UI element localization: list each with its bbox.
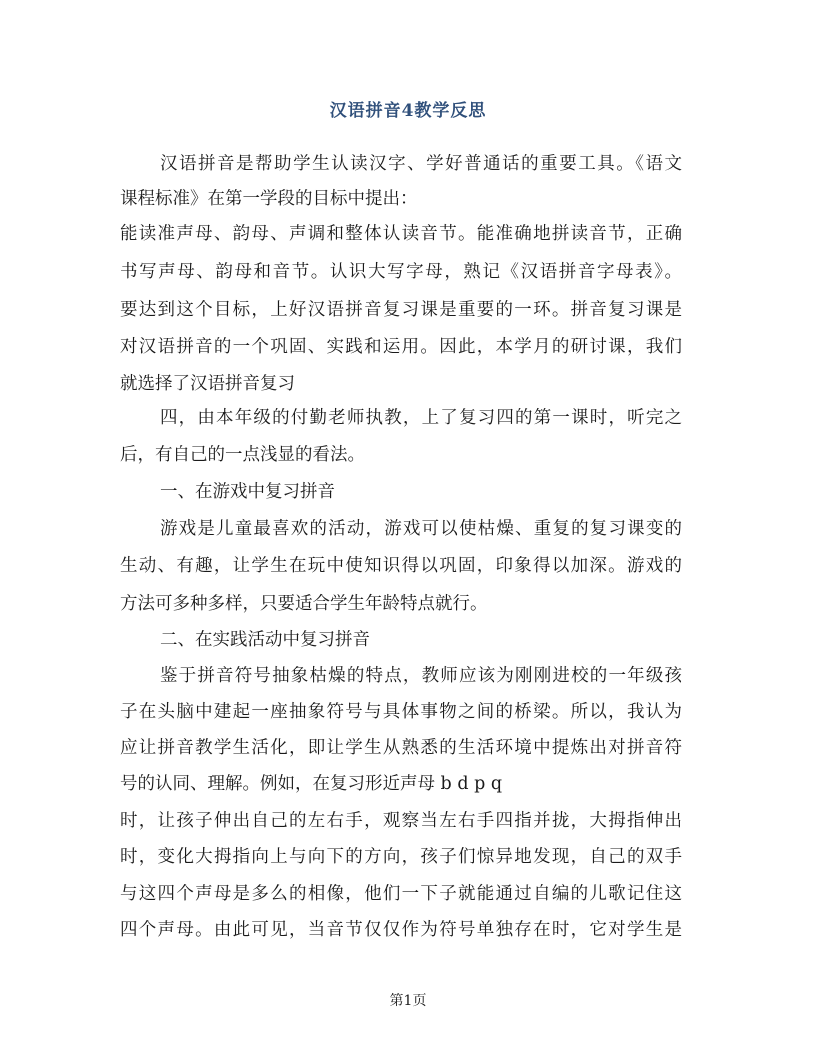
body-line: 要达到这个目标，上好汉语拼音复习课是重要的一环。拼音复习课是 xyxy=(120,300,682,320)
body-line: 与这四个声母是多么的相像，他们一下子就能通过自编的儿歌记住这 xyxy=(120,884,682,904)
section-heading: 二、在实践活动中复习拼音 xyxy=(160,630,370,650)
body-line: 后，有自己的一点浅显的看法。 xyxy=(120,445,365,465)
body-line: 四个声母。由此可见，当音节仅仅作为符号单独存在时，它对学生是 xyxy=(120,920,682,940)
body-line: 四，由本年级的付勤老师执教，上了复习四的第一课时，听完之 xyxy=(160,408,682,428)
body-line: 时，变化大拇指向上与向下的方向，孩子们惊异地发现，自己的双手 xyxy=(120,847,682,867)
section-heading: 一、在游戏中复习拼音 xyxy=(160,482,335,502)
body-line: 子在头脑中建起一座抽象符号与具体事物之间的桥梁。所以，我认为 xyxy=(120,702,682,722)
document-title: 汉语拼音4教学反思 xyxy=(329,101,487,121)
body-line: 鉴于拼音符号抽象枯燥的特点，教师应该为刚刚进校的一年级孩 xyxy=(160,666,682,686)
body-line: 生动、有趣，让学生在玩中使知识得以巩固，印象得以加深。游戏的 xyxy=(120,556,682,576)
body-line: 就选择了汉语拼音复习 xyxy=(120,374,295,394)
body-line: 汉语拼音是帮助学生认读汉字、学好普通话的重要工具。《语文 xyxy=(160,154,682,174)
body-line: 能读准声母、韵母、声调和整体认读音节。能准确地拼读音节，正确 xyxy=(120,224,682,244)
body-line: 对汉语拼音的一个巩固、实践和运用。因此，本学月的研讨课，我们 xyxy=(120,337,682,357)
body-line: 号的认同、理解。例如，在复习形近声母 b d p q xyxy=(120,774,503,794)
body-line: 书写声母、韵母和音节。认识大写字母，熟记《汉语拼音字母表》。 xyxy=(120,262,682,282)
page-number: 第1页 xyxy=(389,993,427,1009)
body-line: 游戏是儿童最喜欢的活动，游戏可以使枯燥、重复的复习课变的 xyxy=(160,519,682,539)
body-line: 课程标准》在第一学段的目标中提出： xyxy=(120,189,418,209)
body-line: 方法可多种多样，只要适合学生年龄特点就行。 xyxy=(120,594,488,614)
body-line: 时，让孩子伸出自己的左右手，观察当左右手四指并拢，大拇指伸出 xyxy=(120,811,682,831)
body-line: 应让拼音教学生活化，即让学生从熟悉的生活环境中提炼出对拼音符 xyxy=(120,738,682,758)
